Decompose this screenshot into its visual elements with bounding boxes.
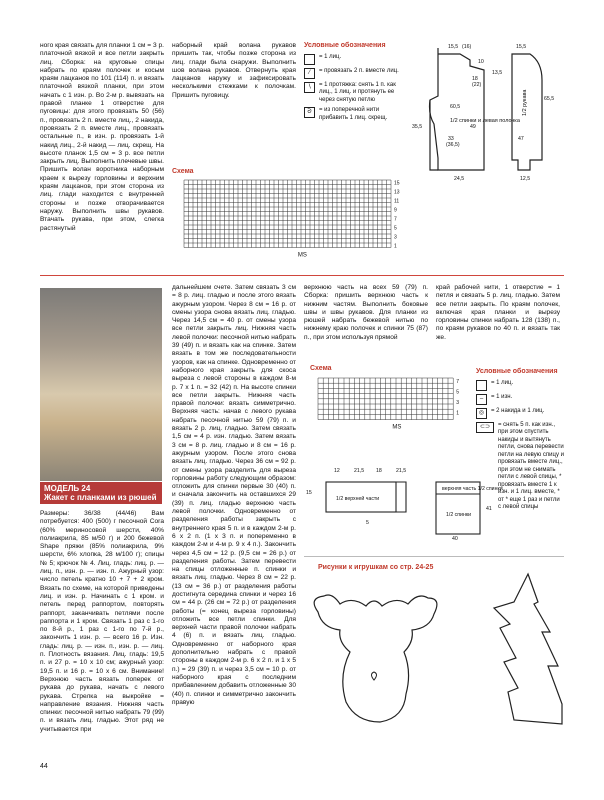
- dim-label: 21,5: [354, 468, 365, 474]
- col1-top-text: [40, 42, 164, 292]
- model-subtitle: Жакет с планками из рюшей: [44, 493, 157, 502]
- row-label: 7: [456, 379, 459, 386]
- k2tog-symbol-icon: ⁄: [304, 68, 315, 79]
- dim-label: 15,5: [516, 44, 527, 50]
- legend-top-title: Условные обозначения: [304, 42, 386, 49]
- model-banner: [40, 482, 162, 504]
- legend-bottom-title: Условные обозначения: [476, 368, 558, 375]
- legend-top-item: ᘐ = из поперечной нити прибавить 1 лиц. скрещ.: [304, 107, 400, 122]
- toys-border: [304, 556, 564, 557]
- dim-label: 18: [472, 76, 478, 82]
- dim-label: 47: [518, 136, 524, 142]
- knit-symbol-icon: [476, 380, 487, 391]
- dim-label: (36,5): [446, 142, 460, 148]
- dim-label: (22): [472, 82, 482, 88]
- divider: [40, 275, 564, 276]
- toy-templates: [304, 572, 564, 762]
- dim-label: 13,5: [492, 70, 503, 76]
- model-photo: [40, 288, 162, 481]
- toys-title: Рисунки к игрушкам со стр. 24-25: [318, 564, 434, 571]
- legend-bottom-item: ⊂⊃ = снять 5 п. как изн., при этом спустить накиды и вытянуть петли, снова перевести петли на левую спицу и провязать вместе лиц., при этом не снимать петли с левой спицы, * провязать вместе 1 к изн. и 1 лиц. вместе, * от * еще 1 раз и петли с левой спицы: [476, 422, 564, 512]
- dim-label: 10: [478, 59, 484, 65]
- col2-bottom-paragraph: дальнейшем счете. Затем связать 3 см = 8 р. лиц. гладью и после этого вязать ажурным узором. Через 8 см = 16 р. от смены узора снова вязать лиц. гладью. Через 14,5 см = 40 р. от смены узора все петли закрыть лиц. Нижняя часть левой полочки: песочной нитью набрать 39 (49) п. и вязать как на спинке. Затем вязать в том же последовательности узоров, как на спинке. Одновременно от наборного края закрыть для скоса выреза с левой стороны в каждом 8-м р. 7 х 1 п. = 32 (42) п. На высоте спинки все петли закрыть. Нижняя часть правой полочки: вязать симметрично. Верхняя часть: начав с левого рукава набрать песочной нитью 59 (79) п. и вязать 2 р. лиц. гладью. Затем связать 1,5 см = 4 р. изн. гладью. Затем вязать 3 см = 8 р. лиц. гладью и 8 см = 16 р. ажурным узором. После этого снова вязать лиц. гладью. Через 36 см = 92 р. от смены узора разделить для выреза горловины работу следующим образом: отложить для спинки первые 30 (40) п. и сначала закончить на оставшихся 29 (39) п. лиц. гладью верхнюю часть левой полочки. Одновременно от разделения работы закрыть с внутреннего края 5 п. и в каждом 2-м р. 6 х 2 п. (1 х 3 п. и попеременно в каждом 2-м и 4-м р. 9 х 4 п.). Закончить через 4,5 см = 12 р. (9,5 см = 26 р.) от разделения работы. Затем перевести на спицы отложенные п. спинки и вязать лиц. гладью. Через 8 см = 22 р. (13 см = 36 р.) от разделения работы достигнута середина спинки и через 16 см = 44 р. (26 см = 72 р.) от разделения работы (= конец выреза горловины) отложить все петли спинки. Для верхней части правой полочки набрать 4 (6) п. и вязать лиц. гладью. Одновременно от наборного края дополнительно набрать с правой стороны в каждом 2-м р. 6 х 2 п. и 1 х 5 п.) = 29 (39) п. и через 3,5 см = 10 р. от наборного края с последним прибавлением добавить отложенные 30 (40) п. спинки и симметрично закончить правую: [172, 284, 297, 706]
- col1-top-paragraph: ного края связать для планки 1 см = 3 р. платочной вязкой и все петли закрыть лиц. Сборка: на круговые спицы набрать по краям полочек и косым краям лацканов по 101 (114) п. и вязать платочной вязкой планки, при этом начать с 1 изн. р. Во 2-м р. вывязать на правой планке 1 отверстие для пуговицы: для этого провязать 50 (56) п., провязать 2 п. вместе лиц., 2 накида, провязать 2 п. вместе лиц., провязать остальные п., в изн. р. провязать 1-й накид лиц., 2-й накид — лиц. скрещ. На высоте планок 1,5 см = 3 р. все петли закрыть лиц. Выполнить плечевые швы. Пришить волан воротника наборным краем к вырезу горловины и верхним краям лацканов, при этом сторона из лиц. глади находится с внутренней стороны и позже отворачивается наружу. Выполнить швы рукавов. Втачать рукава, при этом, слегка растянутый: [40, 42, 165, 232]
- dim-label: 35,5: [412, 124, 423, 130]
- knit-symbol-icon: [304, 54, 315, 65]
- legend-top-item: ∖ = 1 протяжка: снять 1 п. как лиц., 1 лиц. и протянуть ее через снятую петлю: [304, 82, 400, 105]
- piece-label: верхняя часть 1/2 спинки: [442, 486, 503, 492]
- legend-bottom-item: = 1 лиц.: [476, 380, 564, 391]
- sleeve-schematic: [490, 40, 560, 185]
- legend-bottom-item: – = 1 изн.: [476, 394, 564, 405]
- piece-label: 1/2 верхней части: [336, 496, 380, 502]
- row-label: 9: [394, 207, 397, 214]
- col4-mid-text: [436, 284, 560, 342]
- model-title: МОДЕЛЬ 24: [44, 484, 91, 493]
- purl-symbol-icon: –: [476, 394, 487, 405]
- piece-label: 1/2 спинки и левая полочка: [450, 118, 520, 124]
- col4-mid-paragraph: край рабочей нити, 1 отверстие = 1 петля и связать 5 р. лиц. гладью. Затем все петли закрыть. По краям полочек, включая края планки и вырезу горловины спинки набрать 128 (138) п., по краям рукавов по 40 п. и вязать так же.: [436, 284, 560, 341]
- piece-label: 1/2 рукава: [522, 89, 528, 116]
- cluster-symbol-icon: ⊂⊃: [476, 422, 494, 433]
- legend-top-item: = 1 лиц.: [304, 54, 400, 65]
- dim-label: 12: [334, 468, 340, 474]
- piece-label: 1/2 спинки: [446, 512, 471, 518]
- col1-bottom-paragraph: Размеры: 36/38 (44/46) Вам потребуется: 400 (500) г песочной Cora (60% мериносовой шерсти, 40% полиакрила, 85 м/50 г) и 200 бежевой Shape пряжи (85% полиакрила, 9% шерсти, 6% хлопка, 28 м/100 г); спицы № 5; крючок № 4. Лиц. гладь: лиц. р. — лиц. п., изн. р. — изн. п. Ажурный узор: число петель кратно 10 + 7 + 2 кром. Вязать по схеме, на которой приведены лиц. и изн. р. Начинать с 1 кром. и петель перед раппортом, повторять раппорт, заканчивать петлями после раппорта и 1 кром. Связать 1 раз с 1-го по 8-й р., 1 раз с 1-го по 7-й р., закончить 1 изн. р. — всего 16 р. Изн. гладь: лиц. р. — изн. п., изн. р. — лиц. п. Плотность вязания. Лиц. гладь: 19,5 п. и 27 р. = 10 х 10 см; ажурный узор: 19,5 п. и 16 р. = 10 х 6 см. Внимание! Верхнюю часть вязать поперек от рукава до рукава, начать с левого рукава. Стрелка на выкройке = направление вязания. Нижняя часть спинки: песочной нитью набрать 79 (99) п. и вязать лиц. гладью. Этот ряд не учитывается при: [40, 510, 164, 733]
- moose-head-shape: [314, 595, 437, 722]
- dim-label: 40: [452, 536, 458, 542]
- pattern-top-title: Схема: [172, 168, 194, 175]
- dim-label: (16): [462, 44, 472, 50]
- legend-top: [304, 42, 400, 125]
- row-label: 13: [394, 189, 400, 196]
- dim-label: 15,5: [448, 44, 459, 50]
- dim-label: 15: [306, 490, 312, 496]
- row-label: 3: [456, 400, 459, 406]
- dim-label: 65,5: [544, 96, 555, 102]
- row-label: 3: [394, 234, 397, 241]
- heart-icon: [372, 672, 377, 680]
- col2-top-paragraph: наборный край волана рукавов пришить так, чтобы позже сторона из лиц. глади была снаружи. Выполнить шов волана рукавов. Отвернуть края лацканов наружу и зафиксировать несколькими стежками к полочкам. Пришить пуговицу.: [172, 42, 296, 99]
- dim-label: 60,5: [450, 104, 461, 110]
- legend-bottom-item: ◎ = 2 накида и 1 лиц.: [476, 408, 564, 419]
- pattern-top-grid: [180, 178, 432, 258]
- increase-symbol-icon: ᘐ: [304, 107, 315, 118]
- dim-label: 5: [366, 520, 369, 526]
- page-number: 44: [40, 763, 48, 770]
- upper-part-schematic: [306, 460, 564, 542]
- dim-label: 18: [376, 468, 382, 474]
- ssk-symbol-icon: ∖: [304, 82, 315, 93]
- col2-bottom-text: [172, 284, 296, 707]
- row-label: 5: [394, 225, 397, 232]
- pattern-bottom-grid: [316, 376, 472, 446]
- dim-label: 41: [486, 506, 492, 512]
- dim-label: 49: [470, 124, 476, 130]
- dim-label: 33: [448, 136, 454, 142]
- dim-label: 12,5: [520, 176, 531, 182]
- col3-mid-text: [304, 284, 428, 342]
- legend-top-item: ⁄ = провязать 2 п. вместе лиц.: [304, 68, 400, 79]
- yarn-over-symbol-icon: ◎: [476, 408, 487, 419]
- col1-bottom-text: [40, 510, 164, 734]
- dim-label: 24,5: [454, 176, 465, 182]
- pattern-bottom-title: Схема: [310, 365, 332, 372]
- row-label: 7: [394, 216, 397, 223]
- row-label: 15: [394, 180, 400, 187]
- row-label: 5: [456, 389, 459, 396]
- row-label: 11: [394, 198, 400, 205]
- col2-top-text: [172, 42, 296, 100]
- dim-label: 21,5: [396, 468, 407, 474]
- row-label: 1: [456, 410, 459, 417]
- col3-mid-paragraph: верхнюю часть на всех 59 (79) п. Сборка: пришить верхнюю часть к нижним частям. Выполнить боковые швы и швы рукавов. Для планки из рюшей набрать бежевой нитью по нижнему краю полочек и спинки 75 (87) п., при этом используя прямой: [304, 284, 428, 341]
- row-label: 1: [394, 243, 397, 250]
- repeat-label: МS: [297, 252, 307, 259]
- repeat-label: МS: [392, 424, 402, 431]
- tree-shape: [494, 574, 562, 724]
